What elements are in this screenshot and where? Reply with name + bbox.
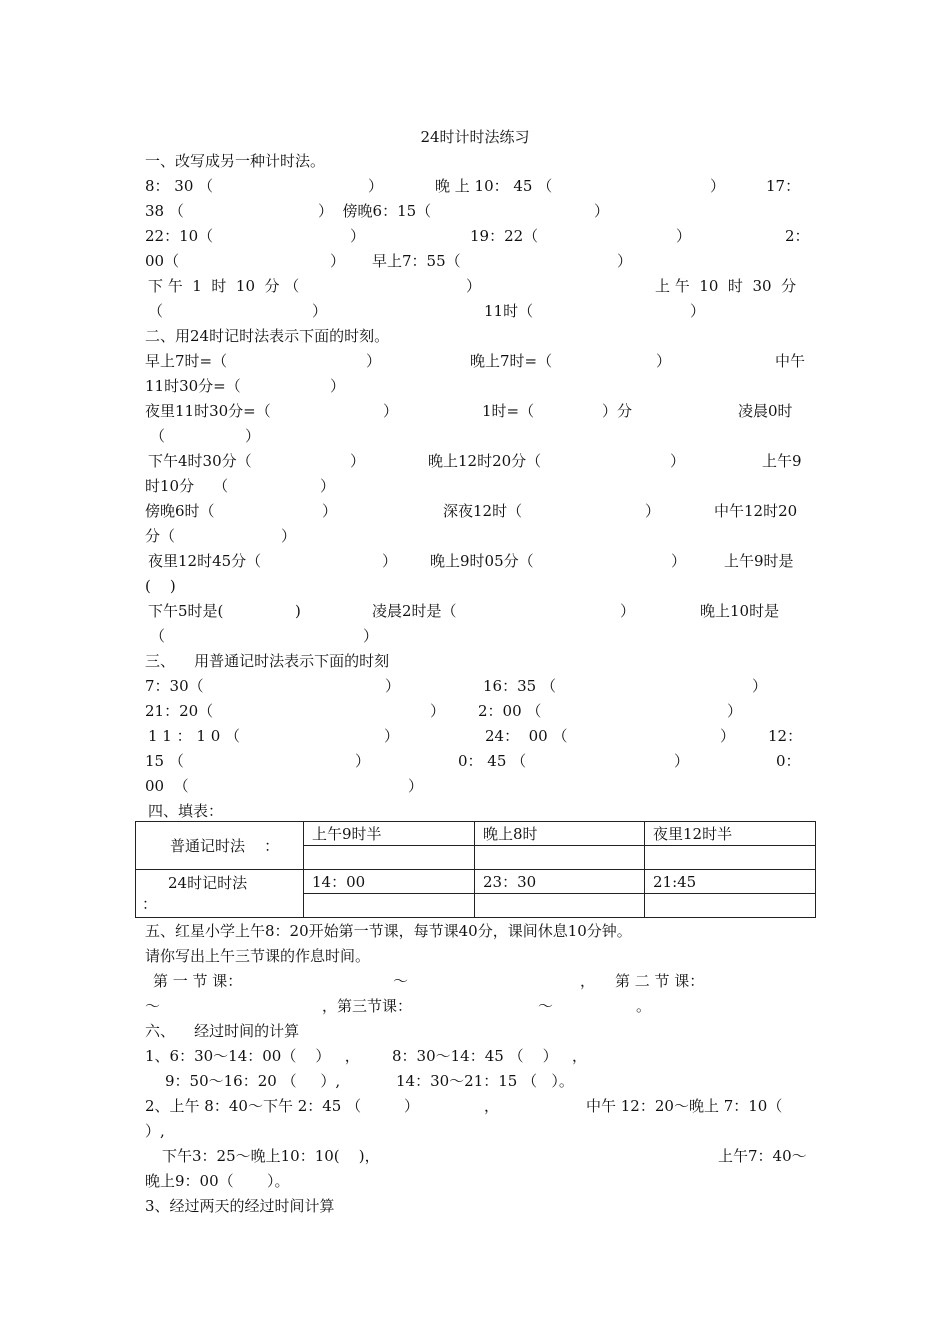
s3-text: 16：35 （ — [483, 677, 556, 695]
s2-text: 晚上12时20分（ — [428, 452, 542, 470]
s2-text: 下午4时30分（ — [148, 452, 252, 470]
s3-text: 7：30（ — [145, 677, 204, 695]
answer-cell[interactable] — [304, 894, 475, 918]
s1-text: ） — [330, 252, 346, 270]
s3-text: 1 1 ： 1 0 （ — [148, 727, 241, 745]
s2-text: 晚上10时是 — [700, 602, 780, 620]
table-cell: 21:45 — [645, 870, 816, 894]
s3-text: ） — [720, 727, 736, 745]
s1-text: ） — [368, 177, 384, 195]
s1-text: 早上7：55（ — [372, 252, 461, 270]
s2-text: 凌晨2时是（ — [372, 602, 457, 620]
s3-text: ） — [385, 677, 401, 695]
section-5-text: 五、红星小学上午8：20开始第一节课，每节课40分，课间休息10分钟。 — [145, 922, 632, 940]
s1-text: ） — [466, 277, 482, 295]
s3-text: 2：00 （ — [478, 702, 542, 720]
s2-text: ） — [322, 502, 338, 520]
page-title: 24时计时法练习 — [420, 128, 530, 146]
s2-text: 晚上7时=（ — [470, 352, 553, 370]
answer-cell[interactable] — [645, 894, 816, 918]
s6-text: 上午7：40～ — [718, 1147, 807, 1165]
s2-text: 11时30分=（ — [145, 377, 241, 395]
s1-text: ） 傍晚6：15（ — [318, 202, 432, 220]
table-cell: 夜里12时半 — [645, 822, 816, 846]
s1-text: 17： — [766, 177, 801, 195]
s5-text: 第 二 节 课： — [615, 972, 705, 990]
s1-text: 8： 30 （ — [145, 177, 214, 195]
s2-text: ）分 — [602, 402, 633, 420]
s6-text: 1、6：30～14：00（ ） ， — [145, 1047, 360, 1065]
s2-text: 分（ — [145, 527, 176, 545]
s2-text: ） — [281, 527, 297, 545]
s2-text: 夜里12时45分（ — [148, 552, 262, 570]
s2-text: 中午12时20 — [714, 502, 798, 520]
s5-text: ～ — [538, 997, 554, 1015]
section-1-heading: 一、改写成另一种计时法。 — [145, 152, 326, 170]
section-2-heading: 二、用24时记时法表示下面的时刻。 — [145, 327, 390, 345]
s1-text: ） — [312, 302, 328, 320]
s2-text: 深夜12时（ — [443, 502, 523, 520]
table-header-24h — [136, 870, 304, 918]
s3-text: ） — [355, 752, 371, 770]
s2-text: 上午9 — [762, 452, 802, 470]
s3-text: ） — [430, 702, 446, 720]
s5-text: ～ — [393, 972, 409, 990]
table-header-normal: 普通记时法 ： — [136, 822, 304, 870]
s3-text: 12： — [768, 727, 803, 745]
s2-text: ） — [382, 552, 398, 570]
s2-text: ) — [295, 602, 301, 620]
s2-text: 晚上9时05分（ — [430, 552, 534, 570]
section-6-heading: 六、 经过时间的计算 — [145, 1022, 300, 1040]
s2-text: ） — [620, 602, 636, 620]
table-cell: 23：30 — [475, 870, 645, 894]
s1-text: 00（ — [145, 252, 180, 270]
s5-text: 。 — [636, 997, 652, 1015]
section-3-heading: 三、 用普通记时法表示下面的时刻 — [145, 652, 390, 670]
table-cell: 上午9时半 — [304, 822, 475, 846]
s2-text: ） — [383, 402, 399, 420]
answer-cell[interactable] — [475, 894, 645, 918]
table-header-24h-label: 24时记时法 — [168, 874, 248, 892]
s5-text: ～ — [145, 997, 161, 1015]
s6-text: 8：30～14：45 （ ） ， — [392, 1047, 587, 1065]
table-cell: 晚上8时 — [475, 822, 645, 846]
s6-text: 3、经过两天的经过时间计算 — [145, 1197, 335, 1215]
s6-text: 9：50～16：20 （ ）, — [165, 1072, 341, 1090]
s2-text: 时10分 （ — [145, 477, 229, 495]
s1-text: 晚 上 10： 45 （ — [435, 177, 553, 195]
s6-text: ， — [484, 1097, 500, 1115]
s3-text: 21：20（ — [145, 702, 214, 720]
s5-text: ， — [580, 972, 596, 990]
s3-text: ） — [752, 677, 768, 695]
s6-text: 中午 12：20～晚上 7：10（ — [586, 1097, 783, 1115]
s2-text: ） — [656, 352, 672, 370]
s2-text: ） — [670, 452, 686, 470]
s1-text: 上 午 10 时 30 分 — [655, 277, 797, 295]
s1-text: ） — [676, 227, 692, 245]
s3-text: ） — [384, 727, 400, 745]
answer-cell[interactable] — [645, 846, 816, 870]
s1-text: 22：10（ — [145, 227, 214, 245]
s1-text: ） — [710, 177, 726, 195]
s2-text: ） — [645, 502, 661, 520]
s3-text: 24： 00 （ — [485, 727, 568, 745]
s2-text: 中午 — [775, 352, 806, 370]
s2-text: 凌晨0时 — [738, 402, 793, 420]
table-header-colon: ： — [142, 895, 158, 913]
s1-text: 38 （ — [145, 202, 184, 220]
s3-text: 0： 45 （ — [458, 752, 527, 770]
s5-text: ，第三节课： — [322, 997, 413, 1015]
s2-text: 1时=（ — [482, 402, 535, 420]
s3-text: 00 （ — [145, 777, 189, 795]
s2-text: ( ) — [145, 577, 176, 595]
s1-text: 2： — [785, 227, 810, 245]
s2-text: 早上7时=（ — [145, 352, 228, 370]
s1-text: ） — [617, 252, 633, 270]
s6-text: 2、上午 8：40～下午 2：45 （ ） — [145, 1097, 420, 1115]
answer-cell[interactable] — [475, 846, 645, 870]
s3-text: ） — [674, 752, 690, 770]
table-cell: 14：00 — [304, 870, 475, 894]
s1-text: （ — [148, 302, 164, 320]
s1-text: 19：22（ — [470, 227, 539, 245]
s2-text: （ — [150, 427, 166, 445]
s1-text: ） — [350, 227, 366, 245]
s2-text: ） — [363, 627, 379, 645]
s2-text: （ — [150, 627, 166, 645]
s6-text: 晚上9：00（ ）。 — [145, 1172, 290, 1190]
s2-text: ） — [366, 352, 382, 370]
s2-text: ） — [245, 427, 261, 445]
s6-text: ）, — [145, 1122, 165, 1140]
answer-cell[interactable] — [304, 846, 475, 870]
s2-text: ） — [671, 552, 687, 570]
s1-text: ） — [594, 202, 610, 220]
s2-text: 傍晚6时（ — [145, 502, 215, 520]
s3-text: ） — [408, 777, 424, 795]
section-4-heading: 四、填表： — [148, 802, 224, 820]
s3-text: ） — [727, 702, 743, 720]
s2-text: 上午9时是 — [724, 552, 794, 570]
section-5-text: 请你写出上午三节课的作息时间。 — [145, 947, 371, 965]
s1-text: 11时（ — [484, 302, 534, 320]
s3-text: 0： — [776, 752, 801, 770]
s3-text: 15 （ — [145, 752, 184, 770]
s1-text: 下 午 1 时 10 分 （ — [148, 277, 300, 295]
s2-text: 夜里11时30分=（ — [145, 402, 271, 420]
s5-text: 第 一 节 课： — [153, 972, 243, 990]
s1-text: ） — [690, 302, 706, 320]
s2-text: ） — [320, 477, 336, 495]
s2-text: 下午5时是( — [148, 602, 224, 620]
s6-text: 14：30～21：15 （ ）。 — [396, 1072, 574, 1090]
s2-text: ） — [330, 377, 346, 395]
s2-text: ） — [350, 452, 366, 470]
conversion-table — [135, 821, 816, 918]
s6-text: 下午3：25～晚上10：10( )， — [162, 1147, 380, 1165]
